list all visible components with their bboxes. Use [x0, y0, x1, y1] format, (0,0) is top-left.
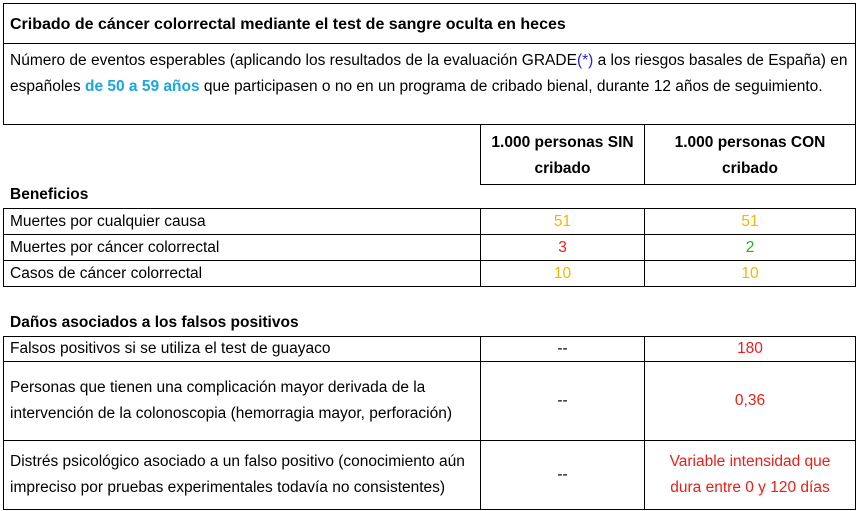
row-label: Personas que tienen una complicación mayor derivada de la intervención de la colonoscopia (hemorragia mayor, perforación)	[4, 362, 481, 440]
value-with-screening: 51	[741, 212, 759, 230]
value-without-screening: --	[481, 362, 645, 440]
table-row	[3, 361, 856, 441]
table-row	[3, 440, 856, 510]
table-title: Cribado de cáncer colorrectal mediante el test de sangre oculta en heces	[3, 3, 856, 44]
table-row	[3, 336, 856, 362]
row-label: Distrés psicológico asociado a un falso positivo (conocimiento aún impreciso por pruebas experimentales todavía no consistentes)	[4, 441, 481, 509]
row-label: Casos de cáncer colorrectal	[4, 261, 481, 286]
value-with-screening: 0,36	[734, 392, 766, 409]
age-range-highlight: de 50 a 59 años	[84, 78, 200, 95]
intro-text	[3, 43, 856, 125]
intro-part3: que participasen o no en un programa de cribado bienal, durante 12 años de seguimiento.	[199, 78, 823, 95]
value-with-screening: Variable intensidad que dura entre 0 y 120 días	[669, 453, 831, 496]
column-header-without-screening: 1.000 personas SIN cribado	[480, 124, 645, 185]
table-row	[3, 208, 856, 235]
value-without-screening: 51	[481, 209, 645, 234]
column-header-with-screening: 1.000 personas CON cribado	[644, 124, 856, 185]
value-without-screening: --	[481, 441, 645, 509]
table-row	[3, 234, 856, 261]
value-with-screening: 180	[737, 340, 763, 357]
value-without-screening: 10	[481, 261, 645, 286]
harms-heading: Daños asociados a los falsos positivos	[10, 314, 299, 331]
intro-part2: a los riesgos basales de España) en españoles	[10, 52, 848, 95]
value-without-screening: --	[481, 337, 645, 361]
row-label: Muertes por cualquier causa	[4, 209, 481, 234]
row-label: Falsos positivos si se utiliza el test de guayaco	[4, 337, 481, 361]
row-label: Muertes por cáncer colorrectal	[4, 235, 481, 260]
value-without-screening: 3	[481, 235, 645, 260]
value-with-screening: 10	[741, 264, 759, 282]
benefits-heading: Beneficios	[10, 186, 89, 203]
intro-part1: Número de eventos esperables (aplicando los resultados de la evaluación GRADE	[10, 52, 577, 69]
value-with-screening: 2	[745, 238, 755, 256]
grade-reference-link[interactable]: (*)	[576, 52, 594, 69]
table-row	[3, 260, 856, 287]
